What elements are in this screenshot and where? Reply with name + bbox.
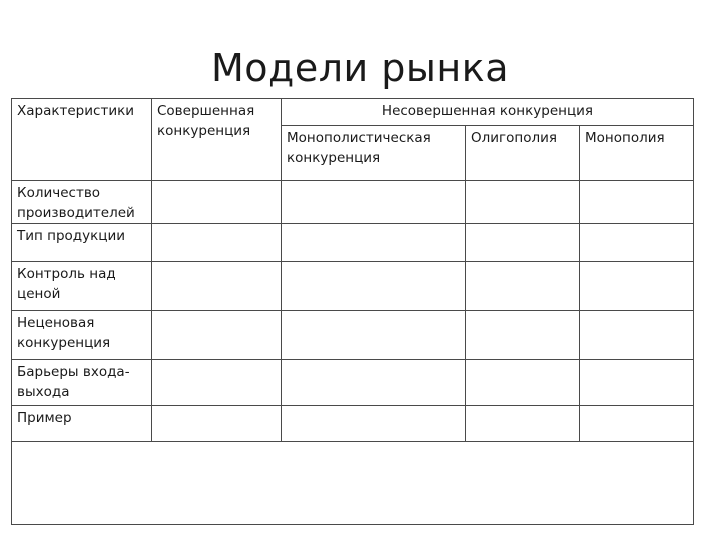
table-cell [466, 360, 580, 406]
table-cell [152, 262, 282, 311]
row-label-non-price-competition: Неценовая конкуренция [12, 311, 152, 360]
table-cell [152, 360, 282, 406]
table-cell [580, 262, 694, 311]
table-cell [152, 311, 282, 360]
header-oligopoly: Олигополия [466, 126, 580, 181]
table-cell [282, 181, 466, 224]
table-row [12, 224, 694, 262]
table-cell [466, 224, 580, 262]
row-label-entry-barriers: Барьеры входа-выхода [12, 360, 152, 406]
table-cell [466, 262, 580, 311]
table-cell [466, 181, 580, 224]
table-cell [152, 224, 282, 262]
table-cell [282, 262, 466, 311]
header-row-top [12, 99, 694, 126]
table-row [12, 360, 694, 406]
table-cell [580, 360, 694, 406]
header-perfect-competition: Совершенная конкуренция [152, 99, 282, 181]
table-cell [282, 360, 466, 406]
table-cell [580, 406, 694, 442]
table-row-empty [12, 442, 694, 525]
header-monopolistic-competition: Монополистическая конкуренция [282, 126, 466, 181]
row-label-producers: Количество производителей [12, 181, 152, 224]
table-cell [466, 406, 580, 442]
table-cell [282, 311, 466, 360]
table-row [12, 181, 694, 224]
table-row [12, 311, 694, 360]
row-label-price-control: Контроль над ценой [12, 262, 152, 311]
table-cell [152, 181, 282, 224]
table-cell [282, 406, 466, 442]
table-cell [580, 181, 694, 224]
row-label-example: Пример [12, 406, 152, 442]
header-monopoly: Монополия [580, 126, 694, 181]
table-cell [580, 311, 694, 360]
table-cell [152, 406, 282, 442]
table-cell [580, 224, 694, 262]
market-models-table [11, 98, 694, 525]
row-label-product-type: Тип продукции [12, 224, 152, 262]
table-cell-empty-bottom [12, 442, 694, 525]
table-row [12, 262, 694, 311]
page-title: Модели рынка [211, 46, 509, 90]
table-cell [466, 311, 580, 360]
header-characteristics: Характеристики [12, 99, 152, 181]
table-row [12, 406, 694, 442]
header-imperfect-competition: Несовершенная конкуренция [282, 99, 694, 126]
table-cell [282, 224, 466, 262]
